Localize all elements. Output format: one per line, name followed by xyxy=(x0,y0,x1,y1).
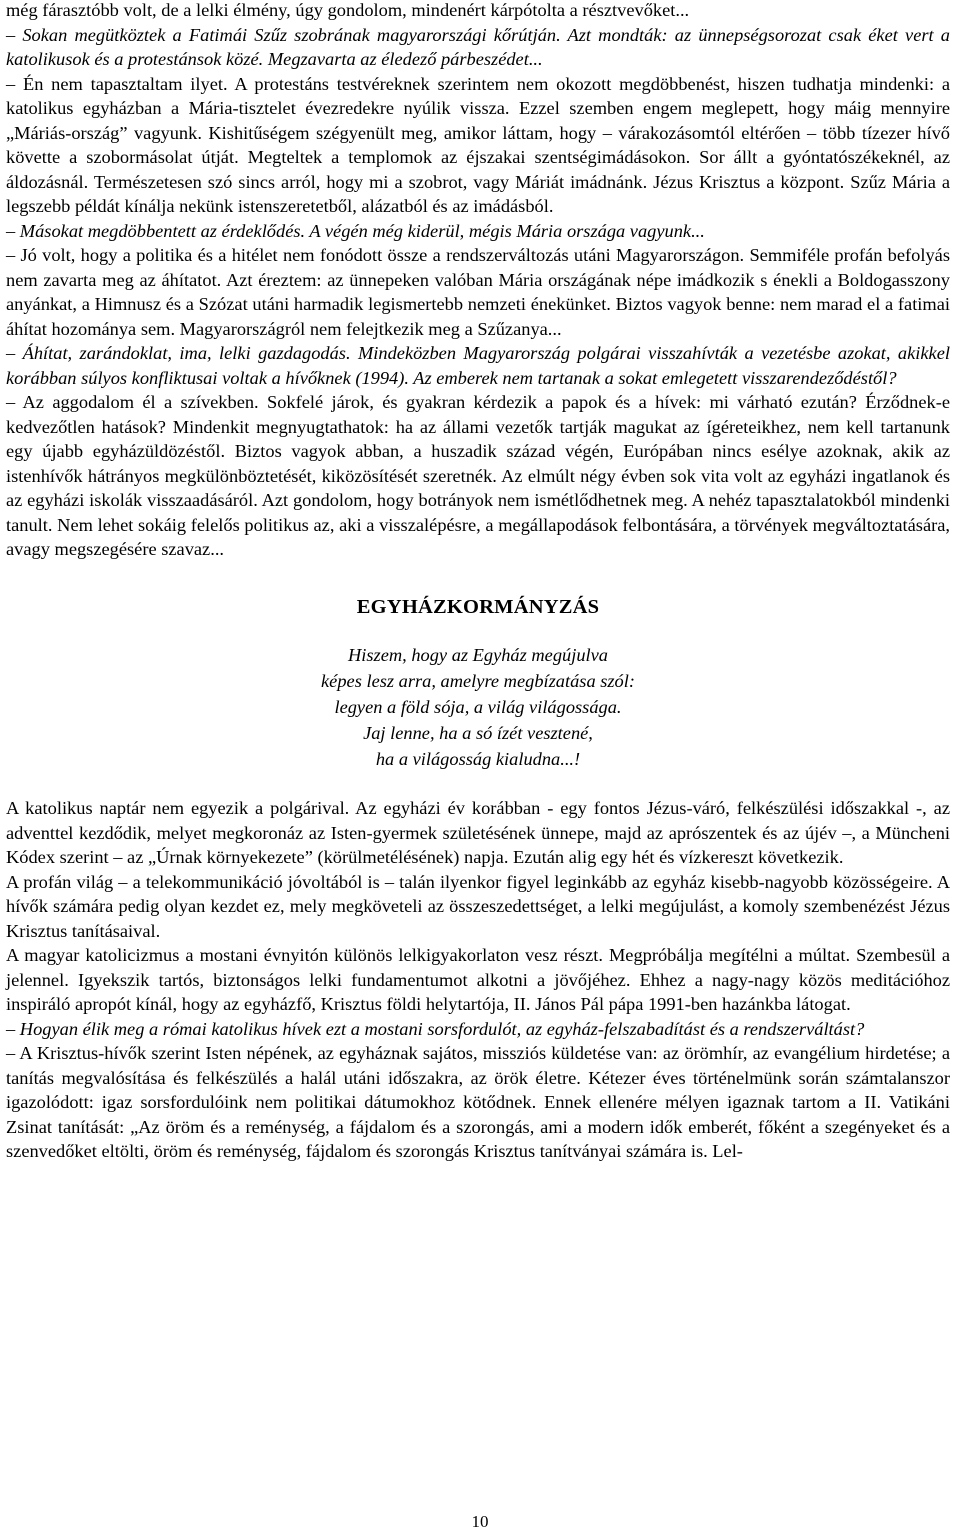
question-paragraph: – Hogyan élik meg a római katolikus hívek ezt a mostani sorsfordulót, az egyház-felszabadítást és a rendszerváltást? xyxy=(6,1018,865,1039)
poem-line: legyen a föld sója, a világ világossága. xyxy=(334,697,622,717)
poem-line: képes lesz arra, amelyre megbízatása szól: xyxy=(321,671,635,691)
page-number: 10 xyxy=(471,1512,489,1531)
answer-paragraph: – Jó volt, hogy a politika és a hitélet nem fonódott össze a rendszerváltozás utáni Magyarországon. Semmiféle profán befolyás nem zavarta meg az áhítatot. Azt éreztem: az ünnepeken valóban Mária országának népe imádkozik s énekli a Boldogasszony anyánkat, a Himnusz és a Szózat utáni harmadik legismertebb nemzeti énekünket. Biztos vagyok benne: nem marad el a fatimai áhítat hozománya sem. Magyarországról nem felejtkezik meg a Szűzanya... xyxy=(6,245,950,339)
paragraph: A magyar katolicizmus a mostani évnyitón különös lelkigyakorlaton vesz részt. Megpróbálja megítélni a múltat. Szembesül a jelennel. Igyekszik tartós, biztonságos lelki fundamentumot alkotni a jövőjéhez. Ehhez a nagy-nagy közös meditációhoz inspiráló apropót kínál, hogy az egyházfő, Krisztus földi helytartója, II. János Pál pápa 1991-ben hazánkba látogat. xyxy=(6,945,950,1014)
paragraph: A profán világ – a telekommunikáció jóvoltából is – talán ilyenkor figyel leginkább az egyház kisebb-nagyobb közösségeire. A hívők számára pedig olyan kezdet ez, mely megköveteli az összeszedettséget, a lelki megújulást, a komoly szembenézést Jézus Krisztus tanításaival. xyxy=(6,871,950,941)
paragraph: A katolikus naptár nem egyezik a polgárival. Az egyházi év korábban - egy fontos Jézus-váró, felkészülési időszakkal -, az adventtel kezdődik, melyet megkoronáz az Isten-gyermek születésének ünnepe, majd az aprószentek és az újév –, a Müncheni Kódex szerint – az „Úrnak környekezete” (körülmetélésének) napja. Ezután alig egy hét és vízkereszt következik. xyxy=(6,798,950,867)
section-title: EGYHÁZKORMÁNYZÁS xyxy=(356,595,600,618)
answer-paragraph: – A Krisztus-hívők szerint Isten népének, az egyháznak sajátos, missziós küldetése van: az örömhír, az evangélium hirdetése; a tanítás megvalósítása és felkészülés a halál utáni időszakra, az örök életre. Kétezer éves történelmünk során számtalanszor igazolódott: igaz sorsfordulóink nem politikai dátumokhoz kötődnek. Ennek ellenére mélyen igaznak tartom a II. Vatikáni Zsinat tanítását: „Az öröm és a reménység, a fájdalom és a szorongás, ami a modern idők emberét, főként a szegényeket és a szenvedőket eltölti, öröm és reménység, fájdalom és szorongás Krisztus tanítványai számára is. Lel- xyxy=(6,1043,950,1161)
answer-paragraph: – Az aggodalom él a szívekben. Sokfelé járok, és gyakran kérdezik a papok és a hívek: mi várható ezután? Érződnek-e kedvezőtlen hatások? Mindenkit megnyugtathatok: ha az állami vezetők tartják magukat az ígéreteikhez, nem kell tartanunk egy újabb egyházüldözéstől. Biztos vagyok abban, a huszadik század végén, Európában nincs esélye azoknak, akik az istenhívők hátrányos megkülönböztetését, kiközösítését szeretnék. Az elmúlt négy évben sok vita volt az egyházi ingatlanok és az egyházi iskolák visszaadásáról. Azt gondolom, hogy botrányok nem ismétlődhetnek meg. A nehéz tapasztalatokból mindenki tanult. Nem lehet sokáig felelős politikus az, aki a visszalépésre, a megállapodások felbontására, a törvények megváltoztatására, avagy megszegésére szavaz... xyxy=(6,392,950,559)
poem-line: ha a világosság kialudna...! xyxy=(375,749,581,769)
poem xyxy=(6,642,950,772)
answer-paragraph: – Én nem tapasztaltam ilyet. A protestáns testvéreknek szerintem nem okozott megdöbbenést, hiszen tudhatja mindenki: a katolikus egyházban a Mária-tisztelet évezredekre nyúlik vissza. Ezzel szemben engem meglepett, hogy máig mennyire „Máriás-ország” vagyunk. Kishitűségem szégyenült meg, amikor láttam, hogy – várakozásomtól eltérően – több tízezer hívő követte a szobormásolat útját. Megteltek a templomok az éjszakai szentségimádásokon. Sor állt a gyóntatószékeknél, az áldozásnál. Természetesen szó sincs arról, hogy mi a szobrot, vagy Máriát imádnánk. Jézus Krisztus a központ. Szűz Mária a legszebb példát kínálja nekünk istenszeretetből, alázatból és az imádásból. xyxy=(6,73,950,216)
poem-line: Jaj lenne, ha a só ízét vesztené, xyxy=(363,723,593,743)
question-paragraph: – Másokat megdöbbentett az érdeklődés. A végén még kiderül, mégis Mária országa vagyunk... xyxy=(6,220,705,241)
poem-line: Hiszem, hogy az Egyház megújulva xyxy=(348,645,608,665)
question-paragraph: – Sokan megütköztek a Fatimái Szűz szobrának magyarországi kőrútján. Azt mondták: az ünnepségsorozat csak éket vert a katolikusok és a protestánsok közé. Megzavarta az éledező párbeszédet... xyxy=(6,24,950,69)
paragraph: még fárasztóbb volt, de a lelki élmény, úgy gondolom, mindenért kárpótolta a résztvevőket... xyxy=(6,0,690,20)
question-paragraph: – Áhítat, zarándoklat, ima, lelki gazdagodás. Mindeközben Magyarország polgárai visszahívták a vezetésbe azokat, akikkel korábban súlyos konfliktusai voltak a hívőknek (1994). Az emberek nem tartanak a sokat emlegetett visszarendeződéstől? xyxy=(6,343,950,388)
